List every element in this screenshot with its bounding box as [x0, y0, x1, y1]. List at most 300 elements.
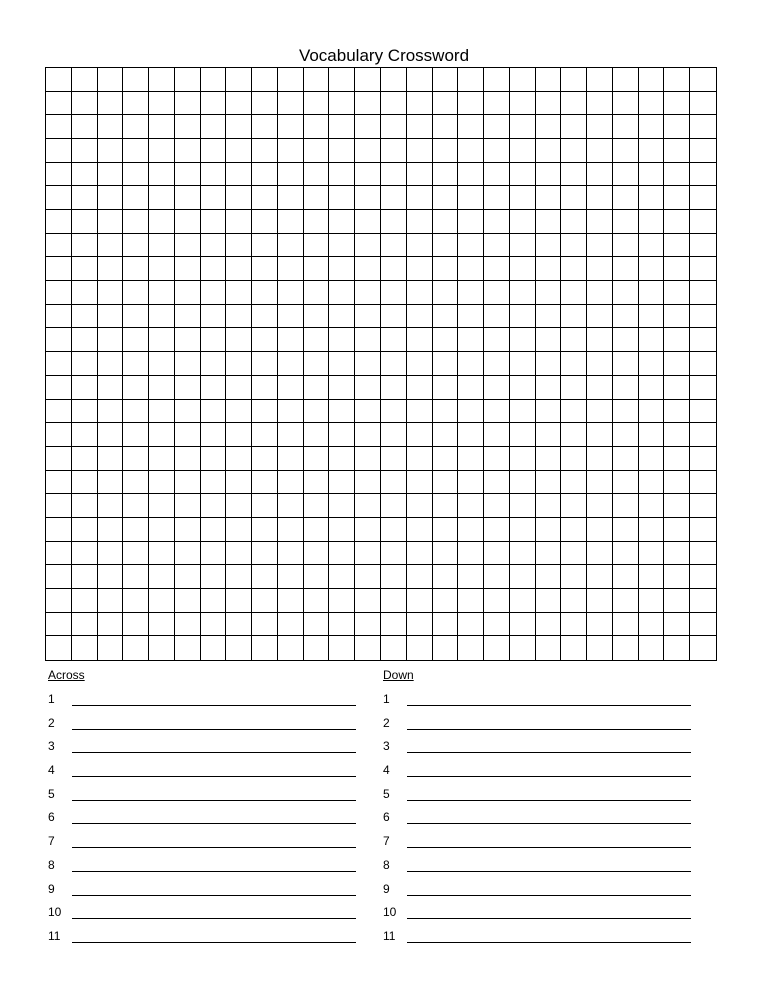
grid-cell[interactable]	[175, 92, 201, 116]
grid-cell[interactable]	[278, 115, 304, 139]
down-answer-line[interactable]	[407, 823, 691, 824]
grid-cell[interactable]	[252, 636, 278, 660]
grid-cell[interactable]	[226, 565, 252, 589]
grid-cell[interactable]	[536, 186, 562, 210]
grid-cell[interactable]	[639, 376, 665, 400]
grid-cell[interactable]	[201, 376, 227, 400]
grid-cell[interactable]	[278, 352, 304, 376]
grid-cell[interactable]	[407, 423, 433, 447]
across-answer-line[interactable]	[72, 705, 356, 706]
grid-cell[interactable]	[433, 589, 459, 613]
grid-cell[interactable]	[278, 305, 304, 329]
grid-cell[interactable]	[510, 565, 536, 589]
grid-cell[interactable]	[587, 163, 613, 187]
grid-cell[interactable]	[304, 589, 330, 613]
grid-cell[interactable]	[149, 447, 175, 471]
grid-cell[interactable]	[355, 281, 381, 305]
grid-cell[interactable]	[510, 589, 536, 613]
grid-cell[interactable]	[123, 234, 149, 258]
grid-cell[interactable]	[536, 92, 562, 116]
grid-cell[interactable]	[329, 636, 355, 660]
grid-cell[interactable]	[355, 352, 381, 376]
grid-cell[interactable]	[639, 210, 665, 234]
grid-cell[interactable]	[381, 139, 407, 163]
grid-cell[interactable]	[72, 186, 98, 210]
grid-cell[interactable]	[690, 542, 716, 566]
grid-cell[interactable]	[407, 447, 433, 471]
grid-cell[interactable]	[510, 636, 536, 660]
grid-cell[interactable]	[175, 115, 201, 139]
grid-cell[interactable]	[407, 186, 433, 210]
grid-cell[interactable]	[587, 234, 613, 258]
grid-cell[interactable]	[433, 234, 459, 258]
grid-cell[interactable]	[123, 186, 149, 210]
grid-cell[interactable]	[664, 234, 690, 258]
grid-cell[interactable]	[226, 281, 252, 305]
grid-cell[interactable]	[561, 447, 587, 471]
grid-cell[interactable]	[639, 234, 665, 258]
grid-cell[interactable]	[98, 494, 124, 518]
grid-cell[interactable]	[587, 210, 613, 234]
grid-cell[interactable]	[613, 400, 639, 424]
grid-cell[interactable]	[433, 376, 459, 400]
grid-cell[interactable]	[329, 186, 355, 210]
grid-cell[interactable]	[329, 163, 355, 187]
grid-cell[interactable]	[355, 328, 381, 352]
grid-cell[interactable]	[252, 542, 278, 566]
grid-cell[interactable]	[175, 400, 201, 424]
grid-cell[interactable]	[536, 257, 562, 281]
grid-cell[interactable]	[639, 471, 665, 495]
grid-cell[interactable]	[72, 494, 98, 518]
grid-cell[interactable]	[201, 115, 227, 139]
grid-cell[interactable]	[98, 565, 124, 589]
grid-cell[interactable]	[536, 400, 562, 424]
grid-cell[interactable]	[149, 281, 175, 305]
grid-cell[interactable]	[613, 68, 639, 92]
grid-cell[interactable]	[510, 518, 536, 542]
grid-cell[interactable]	[201, 139, 227, 163]
grid-cell[interactable]	[561, 328, 587, 352]
grid-cell[interactable]	[587, 68, 613, 92]
grid-cell[interactable]	[561, 92, 587, 116]
grid-cell[interactable]	[587, 636, 613, 660]
grid-cell[interactable]	[536, 68, 562, 92]
grid-cell[interactable]	[329, 376, 355, 400]
grid-cell[interactable]	[304, 423, 330, 447]
grid-cell[interactable]	[561, 518, 587, 542]
grid-cell[interactable]	[201, 163, 227, 187]
grid-cell[interactable]	[381, 210, 407, 234]
grid-cell[interactable]	[613, 139, 639, 163]
grid-cell[interactable]	[664, 186, 690, 210]
grid-cell[interactable]	[72, 636, 98, 660]
grid-cell[interactable]	[587, 494, 613, 518]
grid-cell[interactable]	[72, 565, 98, 589]
grid-cell[interactable]	[381, 352, 407, 376]
grid-cell[interactable]	[46, 565, 72, 589]
grid-cell[interactable]	[201, 565, 227, 589]
grid-cell[interactable]	[304, 305, 330, 329]
grid-cell[interactable]	[458, 352, 484, 376]
grid-cell[interactable]	[381, 494, 407, 518]
grid-cell[interactable]	[175, 565, 201, 589]
grid-cell[interactable]	[407, 92, 433, 116]
grid-cell[interactable]	[561, 494, 587, 518]
grid-cell[interactable]	[664, 115, 690, 139]
grid-cell[interactable]	[407, 400, 433, 424]
grid-cell[interactable]	[484, 447, 510, 471]
grid-cell[interactable]	[46, 281, 72, 305]
grid-cell[interactable]	[613, 471, 639, 495]
grid-cell[interactable]	[510, 447, 536, 471]
across-answer-line[interactable]	[72, 895, 356, 896]
down-answer-line[interactable]	[407, 871, 691, 872]
grid-cell[interactable]	[98, 257, 124, 281]
down-answer-line[interactable]	[407, 918, 691, 919]
grid-cell[interactable]	[458, 92, 484, 116]
grid-cell[interactable]	[664, 542, 690, 566]
grid-cell[interactable]	[149, 257, 175, 281]
grid-cell[interactable]	[201, 257, 227, 281]
grid-cell[interactable]	[458, 613, 484, 637]
grid-cell[interactable]	[381, 328, 407, 352]
grid-cell[interactable]	[46, 447, 72, 471]
grid-cell[interactable]	[175, 352, 201, 376]
grid-cell[interactable]	[690, 163, 716, 187]
grid-cell[interactable]	[639, 613, 665, 637]
grid-cell[interactable]	[407, 494, 433, 518]
grid-cell[interactable]	[407, 613, 433, 637]
grid-cell[interactable]	[433, 328, 459, 352]
grid-cell[interactable]	[484, 423, 510, 447]
grid-cell[interactable]	[639, 518, 665, 542]
grid-cell[interactable]	[98, 447, 124, 471]
grid-cell[interactable]	[484, 68, 510, 92]
grid-cell[interactable]	[98, 518, 124, 542]
grid-cell[interactable]	[72, 115, 98, 139]
grid-cell[interactable]	[149, 115, 175, 139]
grid-cell[interactable]	[252, 234, 278, 258]
grid-cell[interactable]	[46, 613, 72, 637]
grid-cell[interactable]	[201, 447, 227, 471]
grid-cell[interactable]	[587, 423, 613, 447]
grid-cell[interactable]	[433, 636, 459, 660]
grid-cell[interactable]	[278, 210, 304, 234]
grid-cell[interactable]	[123, 400, 149, 424]
grid-cell[interactable]	[690, 400, 716, 424]
grid-cell[interactable]	[329, 542, 355, 566]
grid-cell[interactable]	[98, 352, 124, 376]
grid-cell[interactable]	[46, 186, 72, 210]
grid-cell[interactable]	[587, 565, 613, 589]
grid-cell[interactable]	[278, 471, 304, 495]
grid-cell[interactable]	[72, 589, 98, 613]
grid-cell[interactable]	[407, 565, 433, 589]
grid-cell[interactable]	[407, 376, 433, 400]
grid-cell[interactable]	[484, 352, 510, 376]
grid-cell[interactable]	[536, 471, 562, 495]
grid-cell[interactable]	[149, 518, 175, 542]
grid-cell[interactable]	[329, 423, 355, 447]
grid-cell[interactable]	[252, 447, 278, 471]
grid-cell[interactable]	[458, 423, 484, 447]
grid-cell[interactable]	[690, 139, 716, 163]
grid-cell[interactable]	[149, 423, 175, 447]
grid-cell[interactable]	[587, 589, 613, 613]
grid-cell[interactable]	[252, 139, 278, 163]
grid-cell[interactable]	[458, 542, 484, 566]
grid-cell[interactable]	[226, 447, 252, 471]
grid-cell[interactable]	[690, 92, 716, 116]
grid-cell[interactable]	[226, 518, 252, 542]
grid-cell[interactable]	[252, 471, 278, 495]
grid-cell[interactable]	[201, 423, 227, 447]
grid-cell[interactable]	[72, 163, 98, 187]
grid-cell[interactable]	[278, 92, 304, 116]
grid-cell[interactable]	[381, 186, 407, 210]
grid-cell[interactable]	[381, 234, 407, 258]
grid-cell[interactable]	[639, 139, 665, 163]
grid-cell[interactable]	[510, 234, 536, 258]
grid-cell[interactable]	[561, 68, 587, 92]
grid-cell[interactable]	[536, 636, 562, 660]
grid-cell[interactable]	[433, 210, 459, 234]
grid-cell[interactable]	[690, 305, 716, 329]
grid-cell[interactable]	[587, 352, 613, 376]
grid-cell[interactable]	[639, 92, 665, 116]
grid-cell[interactable]	[381, 589, 407, 613]
grid-cell[interactable]	[484, 376, 510, 400]
grid-cell[interactable]	[587, 305, 613, 329]
grid-cell[interactable]	[458, 163, 484, 187]
grid-cell[interactable]	[278, 257, 304, 281]
grid-cell[interactable]	[536, 352, 562, 376]
grid-cell[interactable]	[252, 494, 278, 518]
grid-cell[interactable]	[664, 423, 690, 447]
grid-cell[interactable]	[175, 423, 201, 447]
grid-cell[interactable]	[639, 186, 665, 210]
grid-cell[interactable]	[201, 210, 227, 234]
grid-cell[interactable]	[587, 92, 613, 116]
grid-cell[interactable]	[536, 234, 562, 258]
grid-cell[interactable]	[458, 115, 484, 139]
grid-cell[interactable]	[381, 423, 407, 447]
grid-cell[interactable]	[278, 281, 304, 305]
grid-cell[interactable]	[329, 447, 355, 471]
grid-cell[interactable]	[510, 542, 536, 566]
grid-cell[interactable]	[458, 257, 484, 281]
grid-cell[interactable]	[98, 328, 124, 352]
grid-cell[interactable]	[304, 139, 330, 163]
grid-cell[interactable]	[278, 518, 304, 542]
grid-cell[interactable]	[329, 328, 355, 352]
grid-cell[interactable]	[458, 636, 484, 660]
grid-cell[interactable]	[355, 139, 381, 163]
grid-cell[interactable]	[587, 518, 613, 542]
grid-cell[interactable]	[458, 518, 484, 542]
grid-cell[interactable]	[639, 423, 665, 447]
grid-cell[interactable]	[664, 518, 690, 542]
grid-cell[interactable]	[690, 589, 716, 613]
grid-cell[interactable]	[536, 542, 562, 566]
grid-cell[interactable]	[201, 589, 227, 613]
grid-cell[interactable]	[149, 186, 175, 210]
grid-cell[interactable]	[561, 471, 587, 495]
grid-cell[interactable]	[252, 163, 278, 187]
grid-cell[interactable]	[664, 589, 690, 613]
grid-cell[interactable]	[252, 68, 278, 92]
grid-cell[interactable]	[175, 139, 201, 163]
grid-cell[interactable]	[175, 234, 201, 258]
grid-cell[interactable]	[304, 471, 330, 495]
grid-cell[interactable]	[252, 210, 278, 234]
across-answer-line[interactable]	[72, 847, 356, 848]
grid-cell[interactable]	[226, 257, 252, 281]
grid-cell[interactable]	[613, 518, 639, 542]
grid-cell[interactable]	[201, 494, 227, 518]
grid-cell[interactable]	[664, 139, 690, 163]
grid-cell[interactable]	[484, 565, 510, 589]
grid-cell[interactable]	[278, 234, 304, 258]
grid-cell[interactable]	[587, 257, 613, 281]
grid-cell[interactable]	[46, 210, 72, 234]
grid-cell[interactable]	[278, 613, 304, 637]
grid-cell[interactable]	[690, 494, 716, 518]
grid-cell[interactable]	[355, 494, 381, 518]
grid-cell[interactable]	[561, 400, 587, 424]
grid-cell[interactable]	[329, 518, 355, 542]
grid-cell[interactable]	[98, 471, 124, 495]
grid-cell[interactable]	[484, 400, 510, 424]
grid-cell[interactable]	[484, 210, 510, 234]
grid-cell[interactable]	[484, 257, 510, 281]
grid-cell[interactable]	[278, 163, 304, 187]
grid-cell[interactable]	[304, 518, 330, 542]
grid-cell[interactable]	[536, 376, 562, 400]
grid-cell[interactable]	[407, 234, 433, 258]
grid-cell[interactable]	[613, 376, 639, 400]
grid-cell[interactable]	[561, 210, 587, 234]
across-answer-line[interactable]	[72, 942, 356, 943]
grid-cell[interactable]	[98, 400, 124, 424]
grid-cell[interactable]	[252, 352, 278, 376]
grid-cell[interactable]	[252, 186, 278, 210]
grid-cell[interactable]	[46, 423, 72, 447]
grid-cell[interactable]	[72, 139, 98, 163]
grid-cell[interactable]	[587, 115, 613, 139]
grid-cell[interactable]	[149, 542, 175, 566]
grid-cell[interactable]	[510, 115, 536, 139]
grid-cell[interactable]	[226, 234, 252, 258]
grid-cell[interactable]	[175, 376, 201, 400]
grid-cell[interactable]	[304, 447, 330, 471]
grid-cell[interactable]	[304, 352, 330, 376]
grid-cell[interactable]	[536, 494, 562, 518]
grid-cell[interactable]	[226, 400, 252, 424]
grid-cell[interactable]	[458, 471, 484, 495]
grid-cell[interactable]	[149, 163, 175, 187]
grid-cell[interactable]	[510, 400, 536, 424]
grid-cell[interactable]	[458, 281, 484, 305]
grid-cell[interactable]	[329, 565, 355, 589]
grid-cell[interactable]	[278, 423, 304, 447]
grid-cell[interactable]	[458, 234, 484, 258]
grid-cell[interactable]	[536, 447, 562, 471]
grid-cell[interactable]	[561, 281, 587, 305]
grid-cell[interactable]	[226, 494, 252, 518]
grid-cell[interactable]	[98, 423, 124, 447]
grid-cell[interactable]	[98, 589, 124, 613]
grid-cell[interactable]	[304, 234, 330, 258]
grid-cell[interactable]	[536, 139, 562, 163]
grid-cell[interactable]	[252, 328, 278, 352]
grid-cell[interactable]	[149, 589, 175, 613]
grid-cell[interactable]	[175, 257, 201, 281]
grid-cell[interactable]	[123, 92, 149, 116]
grid-cell[interactable]	[381, 636, 407, 660]
grid-cell[interactable]	[123, 257, 149, 281]
grid-cell[interactable]	[613, 305, 639, 329]
grid-cell[interactable]	[407, 328, 433, 352]
grid-cell[interactable]	[510, 471, 536, 495]
grid-cell[interactable]	[46, 328, 72, 352]
down-answer-line[interactable]	[407, 729, 691, 730]
down-answer-line[interactable]	[407, 847, 691, 848]
grid-cell[interactable]	[98, 613, 124, 637]
grid-cell[interactable]	[536, 210, 562, 234]
grid-cell[interactable]	[458, 186, 484, 210]
grid-cell[interactable]	[561, 115, 587, 139]
grid-cell[interactable]	[433, 305, 459, 329]
grid-cell[interactable]	[226, 163, 252, 187]
grid-cell[interactable]	[72, 68, 98, 92]
grid-cell[interactable]	[458, 447, 484, 471]
grid-cell[interactable]	[664, 68, 690, 92]
grid-cell[interactable]	[46, 68, 72, 92]
grid-cell[interactable]	[381, 613, 407, 637]
grid-cell[interactable]	[46, 471, 72, 495]
grid-cell[interactable]	[123, 542, 149, 566]
grid-cell[interactable]	[433, 186, 459, 210]
grid-cell[interactable]	[484, 613, 510, 637]
grid-cell[interactable]	[329, 613, 355, 637]
grid-cell[interactable]	[201, 305, 227, 329]
grid-cell[interactable]	[278, 447, 304, 471]
grid-cell[interactable]	[407, 139, 433, 163]
grid-cell[interactable]	[304, 636, 330, 660]
grid-cell[interactable]	[484, 636, 510, 660]
grid-cell[interactable]	[201, 636, 227, 660]
grid-cell[interactable]	[381, 163, 407, 187]
grid-cell[interactable]	[252, 423, 278, 447]
grid-cell[interactable]	[484, 186, 510, 210]
grid-cell[interactable]	[201, 518, 227, 542]
grid-cell[interactable]	[278, 139, 304, 163]
grid-cell[interactable]	[639, 565, 665, 589]
grid-cell[interactable]	[433, 471, 459, 495]
grid-cell[interactable]	[484, 163, 510, 187]
grid-cell[interactable]	[175, 186, 201, 210]
grid-cell[interactable]	[252, 92, 278, 116]
grid-cell[interactable]	[149, 565, 175, 589]
grid-cell[interactable]	[175, 305, 201, 329]
grid-cell[interactable]	[407, 352, 433, 376]
grid-cell[interactable]	[175, 542, 201, 566]
grid-cell[interactable]	[664, 613, 690, 637]
grid-cell[interactable]	[458, 565, 484, 589]
grid-cell[interactable]	[278, 376, 304, 400]
